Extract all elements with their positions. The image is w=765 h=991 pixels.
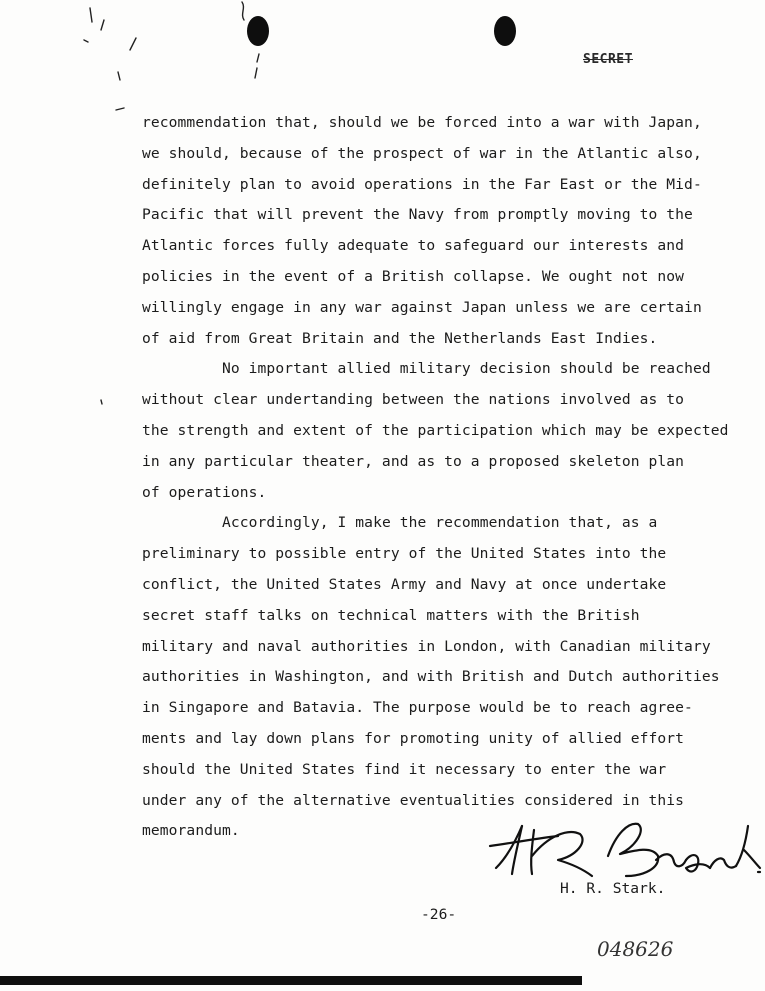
text-line: authorities in Washington, and with British and Dutch authorities bbox=[142, 668, 720, 686]
text-line: in any particular theater, and as to a proposed skeleton plan bbox=[142, 452, 685, 470]
text-line: the strength and extent of the participation which may be expected bbox=[142, 421, 729, 439]
page-number: -26- bbox=[421, 906, 457, 923]
memo-body bbox=[142, 108, 752, 847]
archive-number: 048626 bbox=[597, 937, 674, 961]
text-line: definitely plan to avoid operations in the Far East or the Mid- bbox=[142, 175, 702, 193]
text-line: No important allied military decision should be reached bbox=[222, 360, 711, 378]
text-line: of operations. bbox=[142, 483, 267, 501]
signer-name: H. R. Stark. bbox=[560, 880, 666, 897]
text-line: of aid from Great Britain and the Netherlands East Indies. bbox=[142, 329, 658, 347]
paragraph-3 bbox=[142, 508, 752, 847]
punch-hole-right bbox=[494, 16, 516, 46]
text-line: secret staff talks on technical matters with the British bbox=[142, 606, 640, 624]
text-line: Atlantic forces fully adequate to safeguard our interests and bbox=[142, 237, 685, 255]
text-line: under any of the alternative eventualities considered in this bbox=[142, 791, 685, 809]
text-line: in Singapore and Batavia. The purpose would be to reach agree- bbox=[142, 699, 693, 717]
text-line: recommendation that, should we be forced into a war with Japan, bbox=[142, 114, 702, 131]
text-line: Pacific that will prevent the Navy from promptly moving to the bbox=[142, 206, 693, 224]
text-line: willingly engage in any war against Japan unless we are certain bbox=[142, 298, 702, 316]
paragraph-1 bbox=[142, 108, 752, 354]
punch-hole-left bbox=[247, 16, 269, 46]
text-line: without clear undertanding between the nations involved as to bbox=[142, 391, 685, 409]
handwritten-signature bbox=[488, 816, 765, 886]
text-line: ments and lay down plans for promoting unity of allied effort bbox=[142, 729, 685, 747]
text-line: military and naval authorities in London, with Canadian military bbox=[142, 637, 711, 655]
text-line: policies in the event of a British collapse. We ought not now bbox=[142, 267, 685, 285]
text-line: should the United States find it necessary to enter the war bbox=[142, 760, 667, 778]
scan-edge-bar bbox=[0, 976, 582, 985]
text-line: Accordingly, I make the recommendation that, as a bbox=[222, 514, 658, 532]
text-line: memorandum. bbox=[142, 822, 240, 840]
text-line: conflict, the United States Army and Navy at once undertake bbox=[142, 575, 667, 593]
text-line: preliminary to possible entry of the United States into the bbox=[142, 545, 667, 563]
paragraph-2 bbox=[142, 354, 752, 508]
classification-mark: SECRET bbox=[583, 52, 633, 67]
text-line: we should, because of the prospect of war in the Atlantic also, bbox=[142, 144, 702, 162]
